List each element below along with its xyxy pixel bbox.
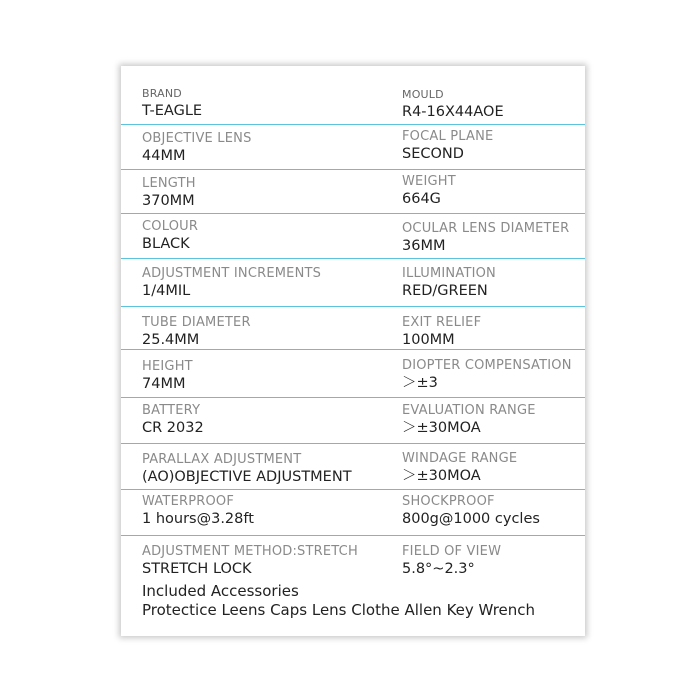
objective-lens-label: OBJECTIVE LENS [142, 131, 252, 146]
adjustment-method-label: ADJUSTMENT METHOD:STRETCH [142, 544, 358, 559]
spec-row-waterproof [121, 490, 585, 536]
weight-label: WEIGHT [402, 174, 456, 189]
waterproof-label: WATERPROOF [142, 494, 235, 509]
spec-row-length [121, 170, 585, 214]
shockproof-label: SHOCKPROOF [402, 494, 495, 509]
ocular-lens-diameter-label: OCULAR LENS DIAMETER [402, 221, 570, 236]
diopter-compensation-value: ＞±3 [402, 375, 438, 391]
diopter-compensation-label: DIOPTER COMPENSATION [402, 358, 572, 373]
brand-label: BRAND [142, 87, 182, 100]
accessories-title: Included Accessories [142, 582, 299, 600]
field-of-view-value: 5.8°~2.3° [402, 561, 475, 577]
illumination-label: ILLUMINATION [402, 266, 496, 281]
battery-value: CR 2032 [142, 420, 204, 436]
spec-row-tube-diameter [121, 307, 585, 350]
battery-label: BATTERY [142, 403, 201, 418]
mould-label: MOULD [402, 88, 444, 101]
shockproof-value: 800g@1000 cycles [402, 511, 540, 527]
length-label: LENGTH [142, 176, 196, 191]
colour-label: COLOUR [142, 219, 199, 234]
adjustment-increments-value: 1/4MIL [142, 283, 191, 299]
tube-diameter-label: TUBE DIAMETER [142, 315, 251, 330]
included-accessories [142, 582, 535, 620]
exit-relief-value: 100MM [402, 332, 455, 348]
spec-row-battery [121, 398, 585, 444]
spec-row-adjustment-increments [121, 259, 585, 307]
spec-row-height [121, 350, 585, 398]
height-label: HEIGHT [142, 359, 193, 374]
objective-lens-value: 44MM [142, 148, 186, 164]
weight-value: 664G [402, 191, 441, 207]
parallax-adjustment-label: PARALLAX ADJUSTMENT [142, 452, 302, 467]
parallax-adjustment-value: (AO)OBJECTIVE ADJUSTMENT [142, 469, 352, 485]
spec-row-adjustment-method [121, 536, 585, 582]
spec-row-parallax-adjustment [121, 444, 585, 490]
accessories-list: Protectice Leens Caps Lens Clothe Allen Key Wrench [142, 601, 536, 619]
adjustment-increments-label: ADJUSTMENT INCREMENTS [142, 266, 322, 281]
field-of-view-label: FIELD OF VIEW [402, 544, 502, 559]
height-value: 74MM [142, 376, 186, 392]
focal-plane-value: SECOND [402, 146, 464, 162]
evaluation-range-label: EVALUATION RANGE [402, 403, 536, 418]
adjustment-method-value: STRETCH LOCK [142, 561, 252, 577]
spec-row-colour [121, 214, 585, 259]
mould-value: R4-16X44AOE [402, 104, 504, 120]
ocular-lens-diameter-value: 36MM [402, 238, 446, 254]
spec-row-brand [121, 66, 585, 125]
evaluation-range-value: ＞±30MOA [402, 420, 481, 436]
exit-relief-label: EXIT RELIEF [402, 315, 482, 330]
brand-value: T-EAGLE [142, 103, 203, 119]
illumination-value: RED/GREEN [402, 283, 488, 299]
windage-range-value: ＞±30MOA [402, 468, 481, 484]
spec-sheet [121, 66, 585, 636]
colour-value: BLACK [142, 236, 190, 252]
windage-range-label: WINDAGE RANGE [402, 451, 518, 466]
waterproof-value: 1 hours@3.28ft [142, 511, 254, 527]
focal-plane-label: FOCAL PLANE [402, 129, 494, 144]
length-value: 370MM [142, 193, 195, 209]
spec-row-objective-lens [121, 125, 585, 170]
tube-diameter-value: 25.4MM [142, 332, 200, 348]
